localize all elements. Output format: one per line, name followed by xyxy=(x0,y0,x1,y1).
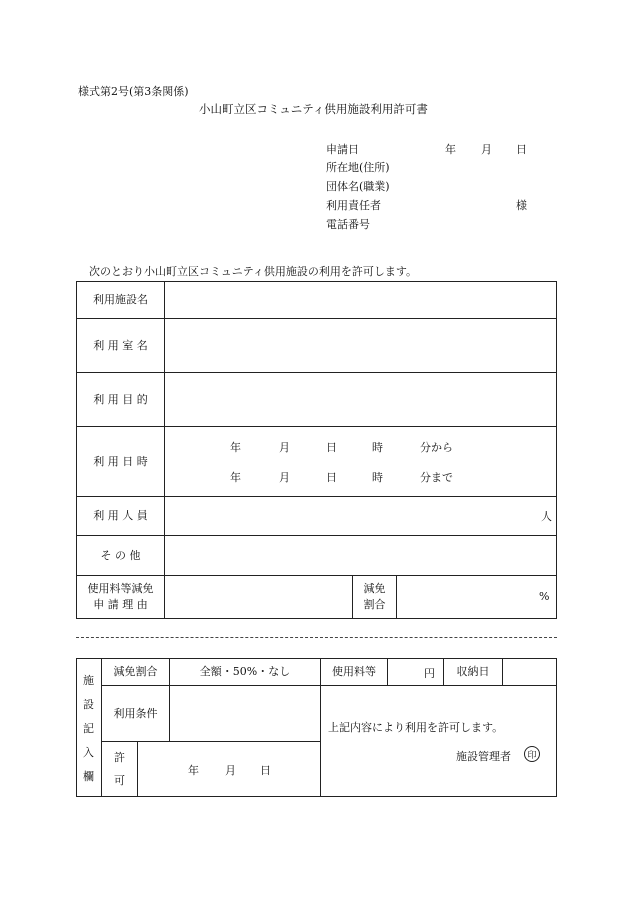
reduction-reason-field[interactable] xyxy=(165,576,352,618)
side-label-char-1: 施 xyxy=(83,674,94,687)
facility-name-label: 利用施設名 xyxy=(93,293,148,307)
honorific-label: 様 xyxy=(516,199,527,212)
manager-label: 施設管理者 xyxy=(456,750,511,763)
reduction-rate-field[interactable] xyxy=(397,576,556,618)
purpose-field[interactable] xyxy=(165,373,556,426)
other-label: そ の 他 xyxy=(100,548,141,562)
address-label: 所在地(住所) xyxy=(326,161,390,174)
reduction-options[interactable]: 全額・50%・なし xyxy=(199,665,291,679)
application-month-label: 月 xyxy=(481,143,492,156)
datetime-label: 利 用 日 時 xyxy=(93,454,148,468)
room-name-label: 利 用 室 名 xyxy=(93,338,148,352)
dt-from-hour: 時 xyxy=(372,441,383,454)
permit-day: 日 xyxy=(260,764,271,777)
seal-icon: 印 xyxy=(524,746,540,762)
form-number: 様式第2号(第3条関係) xyxy=(78,85,189,98)
application-day-label: 日 xyxy=(516,143,527,156)
people-label: 利 用 人 員 xyxy=(93,509,148,523)
dt-to-hour: 時 xyxy=(372,471,383,484)
dt-to-month: 月 xyxy=(279,471,290,484)
dt-from-day: 日 xyxy=(326,441,337,454)
conditions-field[interactable] xyxy=(170,686,320,741)
payment-date-heading: 収納日 xyxy=(456,665,490,679)
permit-month: 月 xyxy=(225,764,236,777)
reduction-rate-heading: 減免割合 xyxy=(113,665,158,679)
facility-name-field[interactable] xyxy=(165,282,556,318)
reduction-reason-label: 使用料等減免 申 請 理 由 xyxy=(87,582,154,611)
dt-to-day: 日 xyxy=(326,471,337,484)
dt-to-minute: 分まで xyxy=(420,471,453,484)
payment-date-field[interactable] xyxy=(503,659,556,685)
dt-from-year: 年 xyxy=(230,441,241,454)
reduction-rate-label: 減免 割合 xyxy=(363,582,386,611)
responsible-person-label: 利用責任者 xyxy=(326,199,381,212)
side-label-char-3: 記 xyxy=(83,722,94,735)
room-name-field[interactable] xyxy=(165,319,556,372)
phone-label: 電話番号 xyxy=(326,218,370,231)
purpose-label: 利 用 目 的 xyxy=(93,392,148,406)
other-field[interactable] xyxy=(165,536,556,575)
dt-to-year: 年 xyxy=(230,471,241,484)
people-field[interactable] xyxy=(165,497,556,535)
people-unit: 人 xyxy=(541,510,552,523)
permit-year: 年 xyxy=(188,764,199,777)
permit-statement: 上記内容により利用を許可します。 xyxy=(328,721,504,734)
dt-from-minute: 分から xyxy=(420,441,453,454)
permit-label: 許 可 xyxy=(114,750,125,787)
dt-from-month: 月 xyxy=(279,441,290,454)
application-date-label: 申請日 xyxy=(326,143,359,156)
intro-text: 次のとおり小山町立区コミュニティ供用施設の利用を許可します。 xyxy=(89,265,418,278)
side-label-char-2: 設 xyxy=(83,698,94,711)
conditions-label: 利用条件 xyxy=(113,706,158,720)
percent-unit: % xyxy=(539,590,550,603)
usage-fee-heading: 使用料等 xyxy=(332,665,376,679)
side-label-char-5: 欄 xyxy=(83,770,94,783)
organization-label: 団体名(職業) xyxy=(326,180,390,193)
side-label-char-4: 入 xyxy=(83,746,94,759)
application-year-label: 年 xyxy=(445,143,456,156)
yen-unit: 円 xyxy=(424,667,435,680)
cut-line xyxy=(76,637,557,638)
document-title: 小山町立区コミュニティ供用施設利用許可書 xyxy=(199,102,428,116)
